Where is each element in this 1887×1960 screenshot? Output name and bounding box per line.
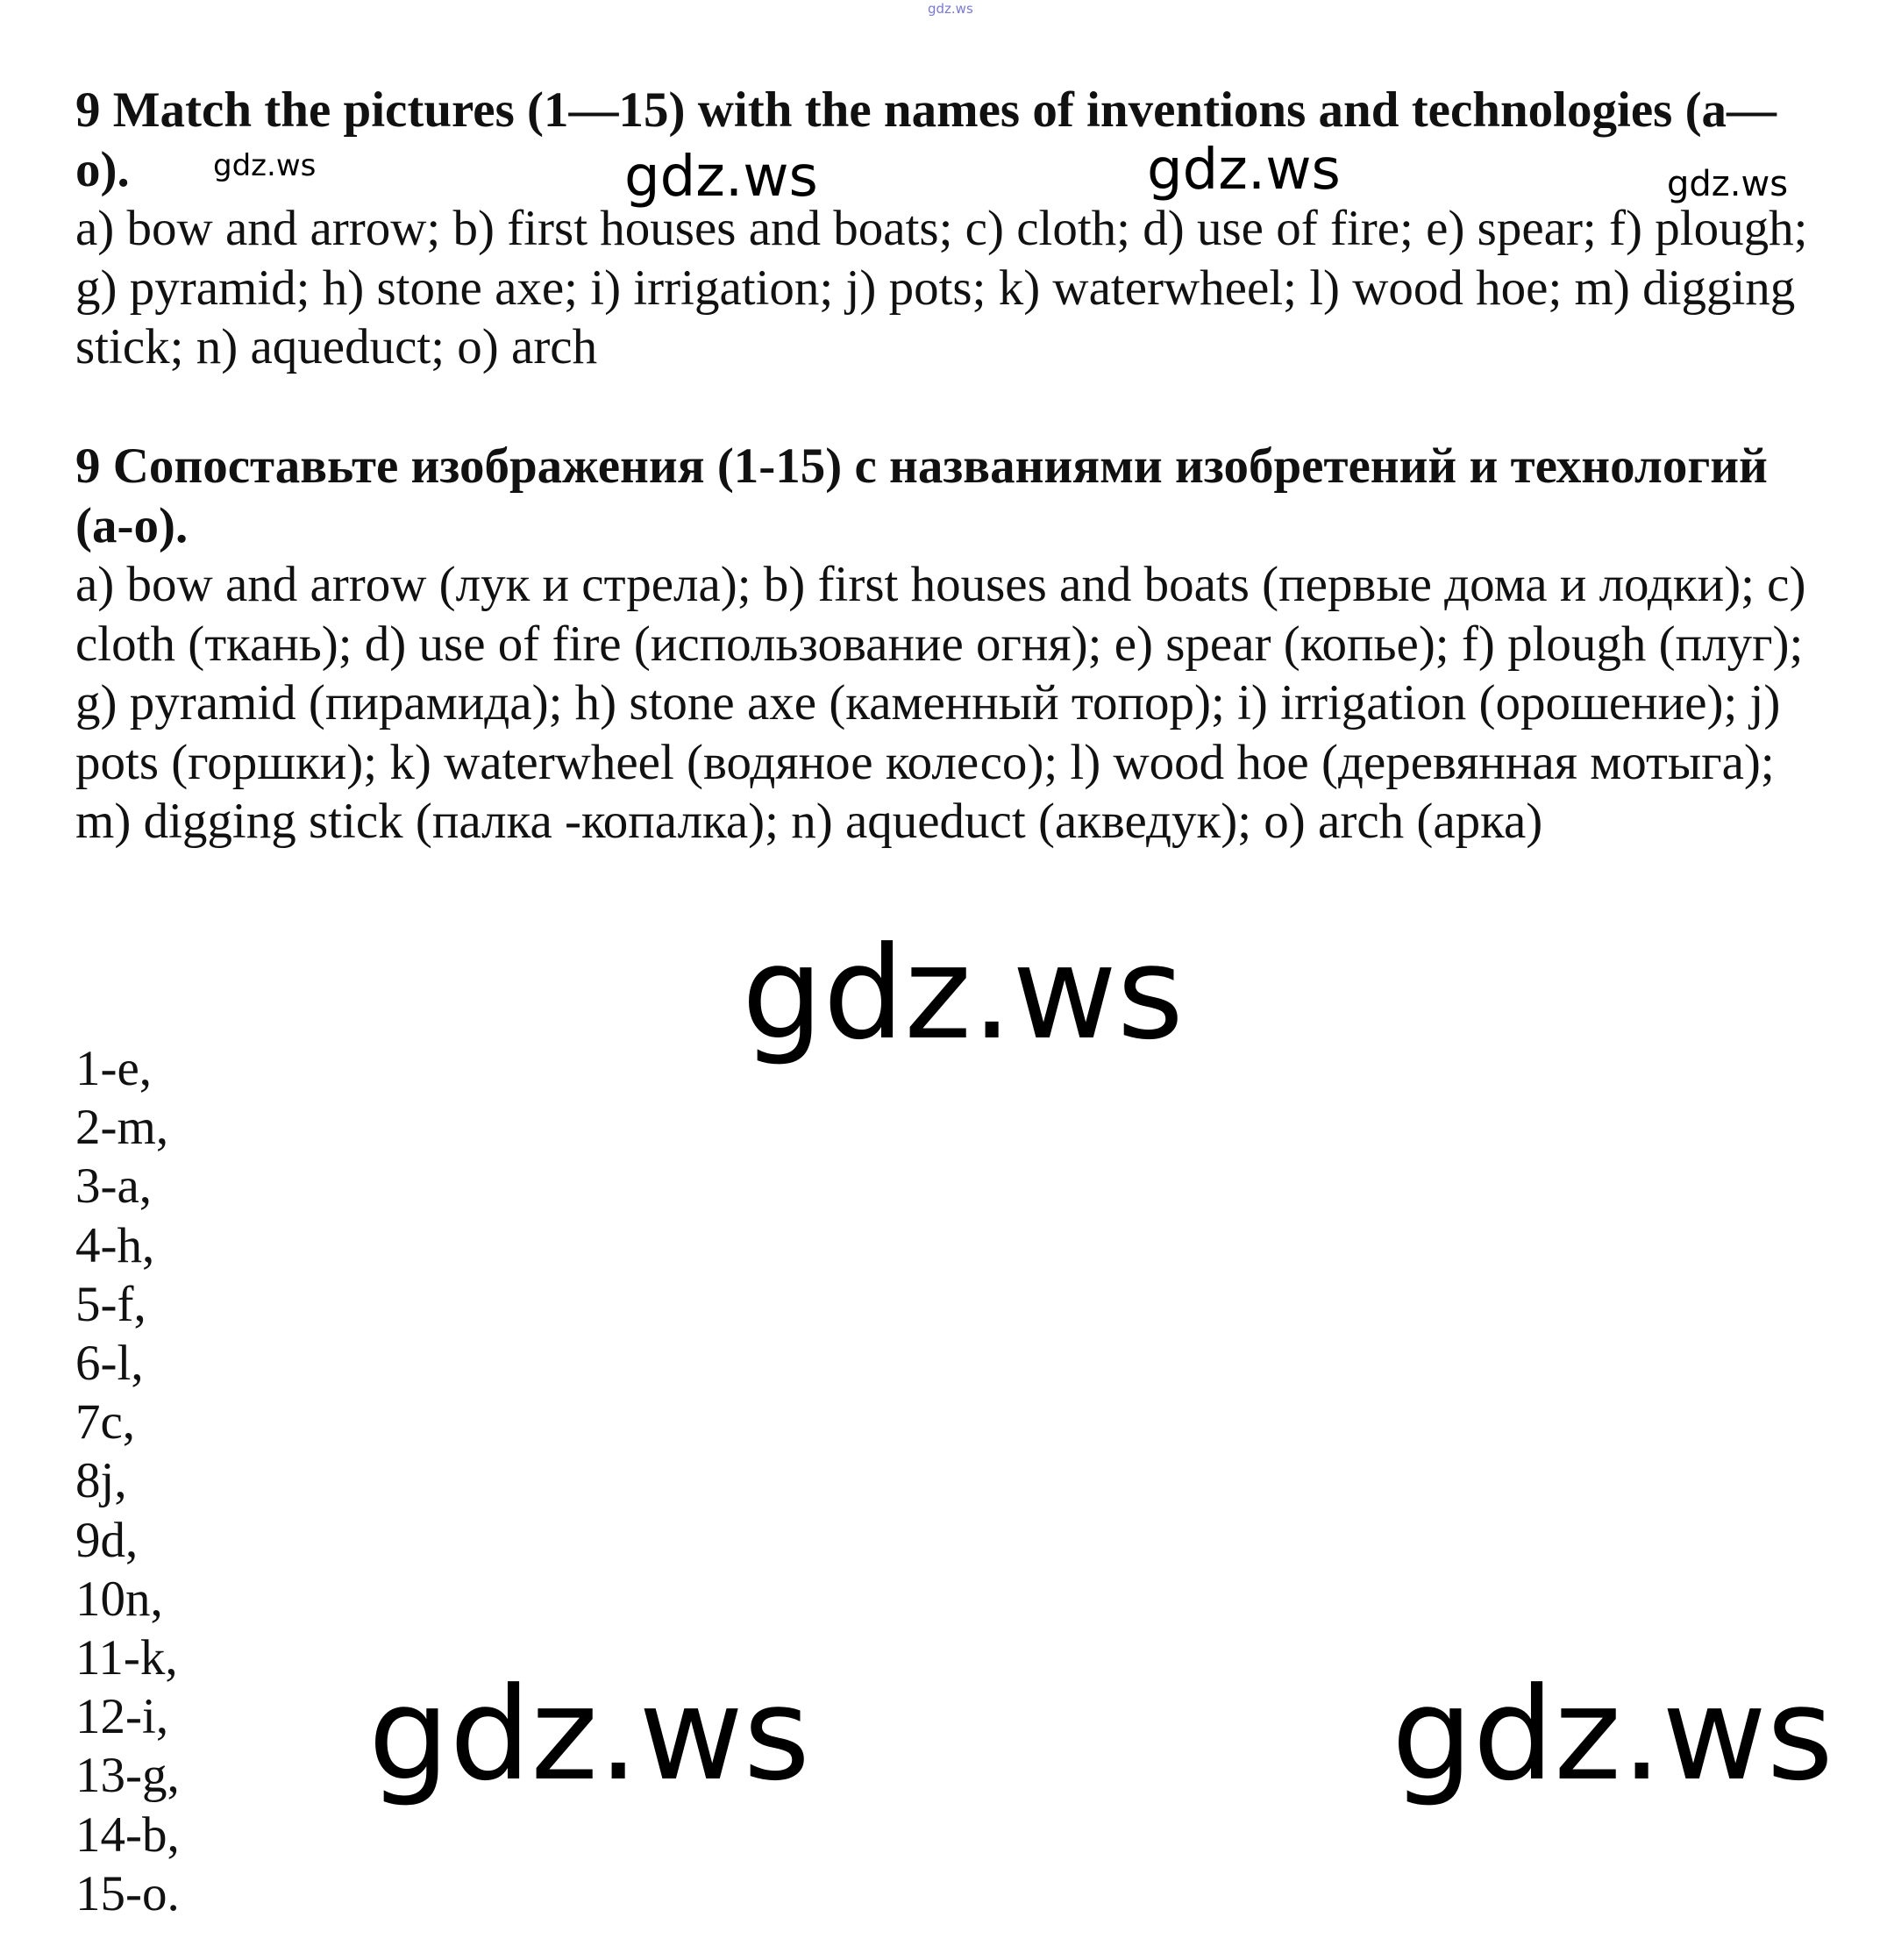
answer-item: 13-g,	[75, 1748, 180, 1804]
watermark-small: gdz.ws	[213, 148, 317, 183]
exercise-ru-options: a) bow and arrow (лук и стрела); b) first houses and boats (первые дома и лодки); c) cloth (ткань); d) use of fire (использование огня); e) spear (копье); f) plough (плуг); g) pyramid (пирамида); h) stone axe (каменный топор); i) irrigation (орошение); j) pots (горшки); k) waterwheel (водяное колесо); l) wood hoe (деревянная мотыга); m) digging stick (палка -копалка); n) aqueduct (акведук); o) arch (арка)	[75, 557, 1806, 849]
answer-item: 3-a,	[75, 1158, 153, 1215]
watermark-medium: gdz.ws	[1147, 138, 1341, 203]
answer-item: 5-f,	[75, 1276, 146, 1332]
exercise-ru-heading: 9 Сопоставьте изображения (1-15) с названиями изобретений и технологий (а-о).	[75, 438, 1768, 553]
watermark-medium: gdz.ws	[624, 145, 818, 210]
answer-list	[75, 1039, 180, 1923]
watermark-large: gdz.ws	[368, 1660, 810, 1809]
answer-item: 15-o.	[75, 1865, 180, 1921]
answer-item: 9d,	[75, 1512, 139, 1568]
watermark-large: gdz.ws	[1392, 1660, 1834, 1809]
answer-item: 14-b,	[75, 1807, 180, 1863]
answer-item: 12-i,	[75, 1689, 169, 1745]
watermark-large: gdz.ws	[742, 919, 1184, 1068]
answer-item: 1-e,	[75, 1041, 153, 1096]
answer-item: 7c,	[75, 1394, 136, 1450]
answer-item: 11-k,	[75, 1630, 178, 1686]
exercise-en	[75, 81, 1829, 377]
exercise-en-heading: 9 Match the pictures (1—15) with the names of inventions and technologies (a—o).	[75, 82, 1777, 197]
answer-item: 10n,	[75, 1571, 163, 1627]
exercise-en-options: a) bow and arrow; b) first houses and boats; c) cloth; d) use of fire; e) spear; f) plough; g) pyramid; h) stone axe; i) irrigation; j) pots; k) waterwheel; l) wood hoe; m) digging stick; n) aqueduct; o) arch	[75, 201, 1808, 374]
answer-item: 6-l,	[75, 1336, 144, 1392]
watermark-top-tiny: gdz.ws	[928, 1, 973, 17]
exercise-ru	[75, 437, 1829, 852]
answer-item: 8j,	[75, 1453, 127, 1509]
watermark-small: gdz.ws	[1667, 164, 1789, 204]
answer-item: 2-m,	[75, 1100, 169, 1156]
answer-item: 4-h,	[75, 1217, 155, 1273]
